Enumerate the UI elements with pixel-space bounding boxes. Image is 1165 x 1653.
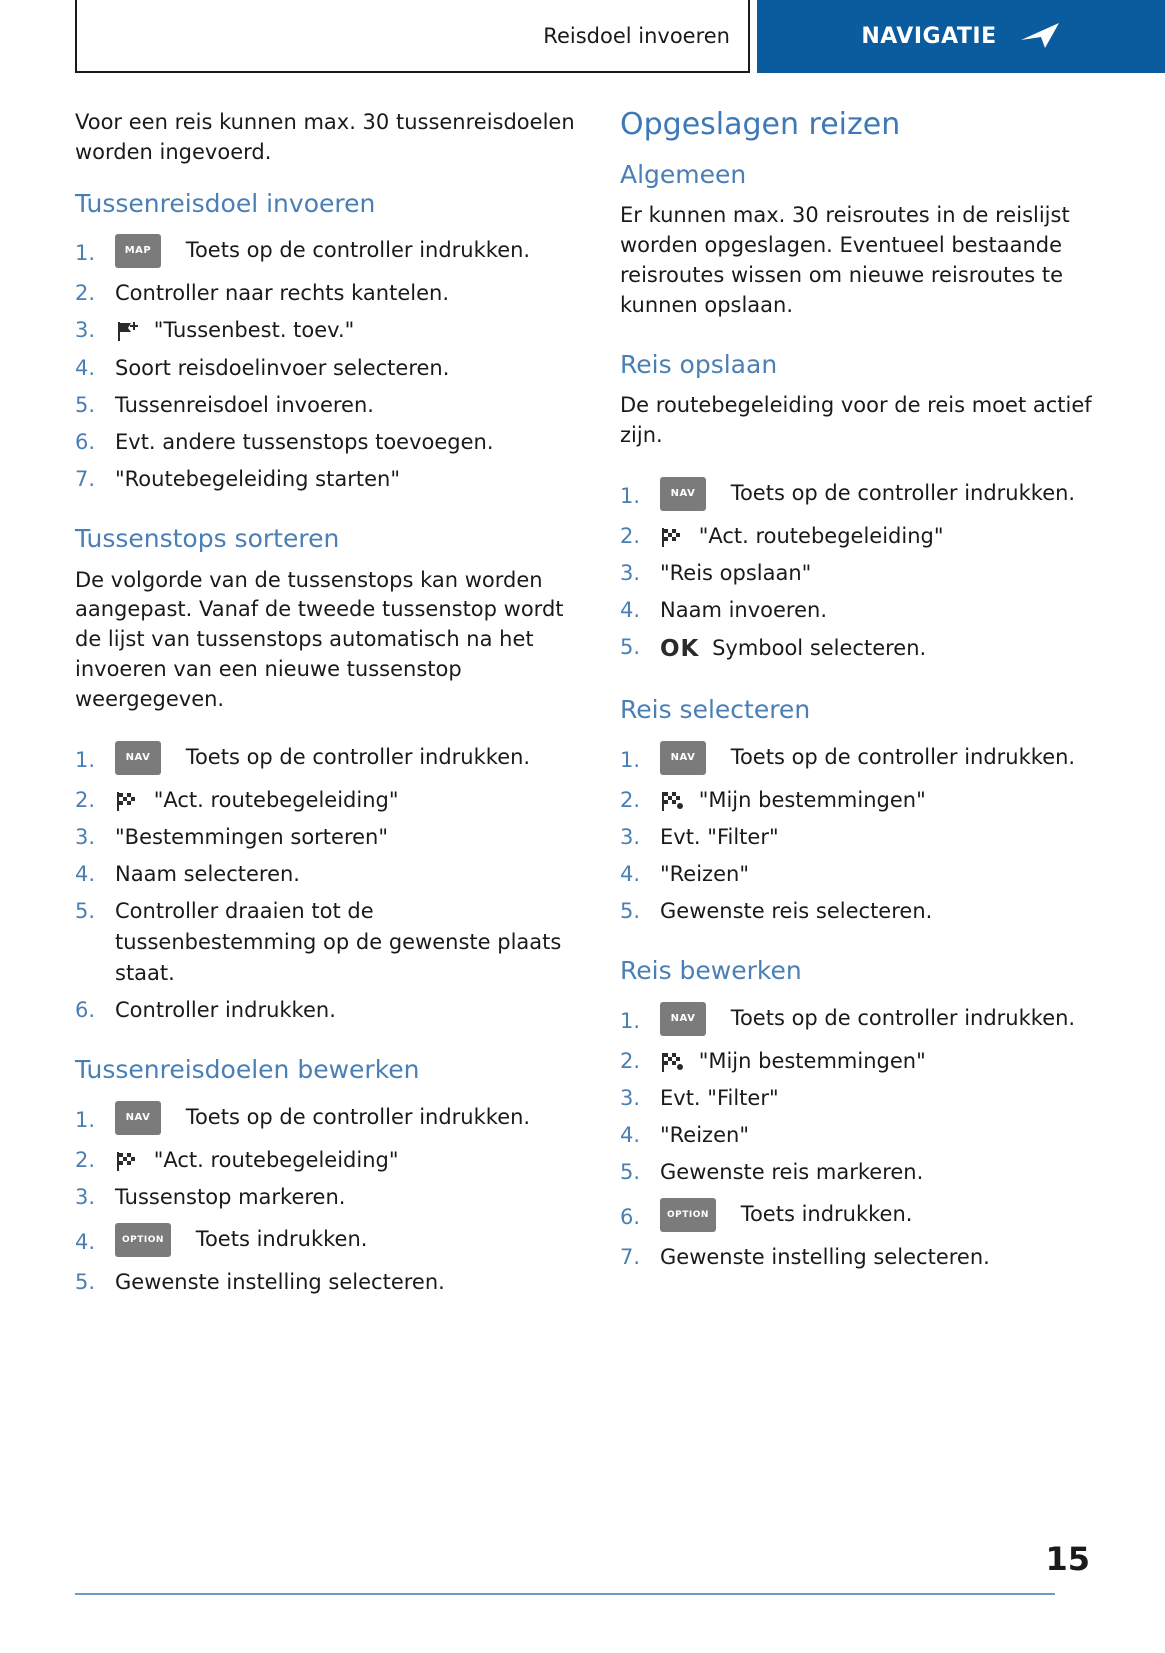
step-text: "Reis opslaan" xyxy=(660,560,812,585)
list-item xyxy=(75,1267,575,1298)
step-number: 2. xyxy=(75,281,96,306)
list-item xyxy=(620,632,1120,666)
step-number: 3. xyxy=(620,560,641,585)
list-item xyxy=(620,1157,1120,1188)
step-text: "Mijn bestemmingen" xyxy=(698,787,926,812)
list-item xyxy=(620,1194,1120,1232)
header-section-box xyxy=(757,0,1165,73)
step-text: "Reizen" xyxy=(660,1123,749,1148)
page-header xyxy=(0,0,1165,78)
left-column xyxy=(75,108,575,1324)
step-number: 7. xyxy=(75,466,96,491)
step-number: 4. xyxy=(75,1230,96,1255)
list-item xyxy=(75,1219,575,1257)
step-text: Controller draaien tot de tussenbestemming op de gewenste plaats staat. xyxy=(115,898,562,986)
list-item xyxy=(620,1083,1120,1114)
list-item xyxy=(620,595,1120,626)
step-number: 5. xyxy=(620,1160,641,1185)
step-text: Tussenreisdoel invoeren. xyxy=(115,392,374,417)
step-number: 7. xyxy=(620,1245,641,1270)
step-number: 2. xyxy=(75,1147,96,1172)
step-text: "Tussenbest. toev." xyxy=(153,318,355,343)
step-text: Toets op de controller indrukken. xyxy=(730,744,1076,769)
list-item xyxy=(620,1120,1120,1151)
list-item xyxy=(620,1242,1120,1273)
page-number: 15 xyxy=(1045,1540,1090,1578)
step-text: Naam invoeren. xyxy=(660,598,827,623)
step-text: Toets op de controller indrukken. xyxy=(730,480,1076,505)
step-number: 5. xyxy=(75,1270,96,1295)
step-text: Toets op de controller indrukken. xyxy=(185,1104,531,1129)
right-column xyxy=(620,108,1120,1299)
option-key-icon: OPTION xyxy=(115,1223,171,1257)
nav-key-icon: NAV xyxy=(115,741,161,775)
step-number: 1. xyxy=(75,241,96,266)
step-number: 2. xyxy=(75,787,96,812)
navigation-arrow-icon xyxy=(1019,20,1061,54)
step-number: 1. xyxy=(75,1107,96,1132)
nav-key-icon: NAV xyxy=(660,477,706,511)
nav-key-icon: NAV xyxy=(660,741,706,775)
step-text: "Reizen" xyxy=(660,862,749,887)
option-key-icon: OPTION xyxy=(660,1198,716,1232)
step-text: Toets op de controller indrukken. xyxy=(185,744,531,769)
step-text: Controller indrukken. xyxy=(115,998,336,1023)
heading-tussenreisdoelen-bewerken: Tussenreisdoelen bewerken xyxy=(75,1055,420,1085)
step-number: 2. xyxy=(620,523,641,548)
list-item xyxy=(75,353,575,384)
header-chapter-title: Reisdoel invoeren xyxy=(543,23,730,48)
list-item xyxy=(75,896,575,989)
step-text: Gewenste reis selecteren. xyxy=(660,899,933,924)
step-number: 4. xyxy=(620,598,641,623)
steps-tussenreisdoel-invoeren xyxy=(75,230,575,494)
intro-paragraph: Voor een reis kunnen max. 30 tussenreisdoelen worden ingevoerd. xyxy=(75,110,575,164)
step-text: Toets op de controller indrukken. xyxy=(730,1005,1076,1030)
header-chapter-box xyxy=(75,0,750,73)
step-number: 5. xyxy=(75,392,96,417)
list-item xyxy=(75,278,575,309)
list-item xyxy=(75,390,575,421)
step-text: "Routebegeleiding starten" xyxy=(115,466,400,491)
step-text: Tussenstop markeren. xyxy=(115,1185,346,1210)
step-text: Evt. andere tussenstops toevoegen. xyxy=(115,429,494,454)
step-text: "Act. routebegeleiding" xyxy=(698,523,944,548)
step-text: Gewenste instelling selecteren. xyxy=(115,1270,445,1295)
step-number: 3. xyxy=(620,1086,641,1111)
step-number: 1. xyxy=(75,747,96,772)
step-number: 3. xyxy=(75,318,96,343)
list-item xyxy=(75,1182,575,1213)
step-text: Toets op de controller indrukken. xyxy=(185,238,531,263)
header-section-title: NAVIGATIE xyxy=(861,24,997,49)
step-number: 5. xyxy=(75,898,96,923)
destinations-flag-icon xyxy=(660,1050,686,1074)
destinations-flag-icon xyxy=(660,789,686,813)
list-item xyxy=(75,1097,575,1135)
step-number: 1. xyxy=(620,483,641,508)
steps-reis-bewerken xyxy=(620,998,1120,1273)
list-item xyxy=(620,558,1120,589)
step-number: 6. xyxy=(75,998,96,1023)
step-number: 6. xyxy=(620,1205,641,1230)
checkered-flag-icon xyxy=(115,789,141,813)
list-item xyxy=(620,1046,1120,1077)
step-text: "Act. routebegeleiding" xyxy=(153,1147,399,1172)
list-item xyxy=(620,998,1120,1036)
list-item xyxy=(620,737,1120,775)
flag-plus-icon xyxy=(115,319,141,343)
paragraph-algemeen: Er kunnen max. 30 reisroutes in de reislijst worden opgeslagen. Eventueel bestaande reisroutes wissen om nieuwe reisroutes te kunnen opslaan. xyxy=(620,203,1070,317)
list-item xyxy=(620,822,1120,853)
step-number: 1. xyxy=(620,747,641,772)
heading-reis-bewerken: Reis bewerken xyxy=(620,956,802,986)
heading-algemeen: Algemeen xyxy=(620,159,747,189)
step-number: 4. xyxy=(620,862,641,887)
heading-tussenstops-sorteren: Tussenstops sorteren xyxy=(75,523,340,553)
list-item xyxy=(75,230,575,268)
step-text: Gewenste instelling selecteren. xyxy=(660,1245,990,1270)
step-number: 2. xyxy=(620,787,641,812)
nav-key-icon: NAV xyxy=(660,1002,706,1036)
step-number: 3. xyxy=(75,1185,96,1210)
step-text: Symbool selecteren. xyxy=(712,636,927,661)
steps-reis-selecteren xyxy=(620,737,1120,927)
step-text: Evt. "Filter" xyxy=(660,824,779,849)
footer-divider xyxy=(75,1593,1055,1595)
paragraph-reis-opslaan: De routebegeleiding voor de reis moet actief zijn. xyxy=(620,393,1092,448)
heading-reis-selecteren: Reis selecteren xyxy=(620,695,811,725)
step-number: 4. xyxy=(75,355,96,380)
step-number: 6. xyxy=(75,429,96,454)
paragraph-tussenstops-sorteren: De volgorde van de tussenstops kan worden aangepast. Vanaf de tweede tussenstop wordt de lijst van tussenstops automatisch na het invoeren van een nieuwe tussenstop weergegeven. xyxy=(75,567,564,711)
list-item xyxy=(620,473,1120,511)
step-number: 3. xyxy=(75,824,96,849)
checkered-flag-icon xyxy=(660,525,686,549)
list-item xyxy=(620,521,1120,552)
heading-reis-opslaan: Reis opslaan xyxy=(620,349,778,379)
step-text: "Act. routebegeleiding" xyxy=(153,787,399,812)
step-number: 4. xyxy=(75,861,96,886)
nav-key-icon: NAV xyxy=(115,1101,161,1135)
list-item xyxy=(75,995,575,1026)
step-text: Toets indrukken. xyxy=(195,1227,368,1252)
list-item xyxy=(75,822,575,853)
list-item xyxy=(620,785,1120,816)
list-item xyxy=(75,427,575,458)
page-title: Opgeslagen reizen xyxy=(620,107,901,142)
checkered-flag-icon xyxy=(115,1149,141,1173)
steps-reis-opslaan xyxy=(620,473,1120,666)
list-item xyxy=(75,1145,575,1176)
step-text: Evt. "Filter" xyxy=(660,1086,779,1111)
map-key-icon: MAP xyxy=(115,234,161,268)
step-text: Toets indrukken. xyxy=(740,1202,913,1227)
ok-symbol-icon: OK xyxy=(660,636,700,663)
step-text: Gewenste reis markeren. xyxy=(660,1160,924,1185)
list-item xyxy=(75,737,575,775)
heading-tussenreisdoel-invoeren: Tussenreisdoel invoeren xyxy=(75,188,376,218)
list-item xyxy=(75,464,575,495)
step-text: Naam selecteren. xyxy=(115,861,300,886)
step-number: 1. xyxy=(620,1008,641,1033)
list-item xyxy=(620,896,1120,927)
step-text: "Bestemmingen sorteren" xyxy=(115,824,389,849)
step-number: 5. xyxy=(620,899,641,924)
list-item xyxy=(75,785,575,816)
step-number: 4. xyxy=(620,1123,641,1148)
step-number: 2. xyxy=(620,1048,641,1073)
step-number: 5. xyxy=(620,635,641,660)
list-item xyxy=(75,859,575,890)
list-item xyxy=(75,315,575,346)
step-text: "Mijn bestemmingen" xyxy=(698,1048,926,1073)
steps-tussenreisdoelen-bewerken xyxy=(75,1097,575,1298)
list-item xyxy=(620,859,1120,890)
step-number: 3. xyxy=(620,824,641,849)
step-text: Controller naar rechts kantelen. xyxy=(115,281,449,306)
steps-tussenstops-sorteren xyxy=(75,737,575,1027)
step-text: Soort reisdoelinvoer selecteren. xyxy=(115,355,450,380)
